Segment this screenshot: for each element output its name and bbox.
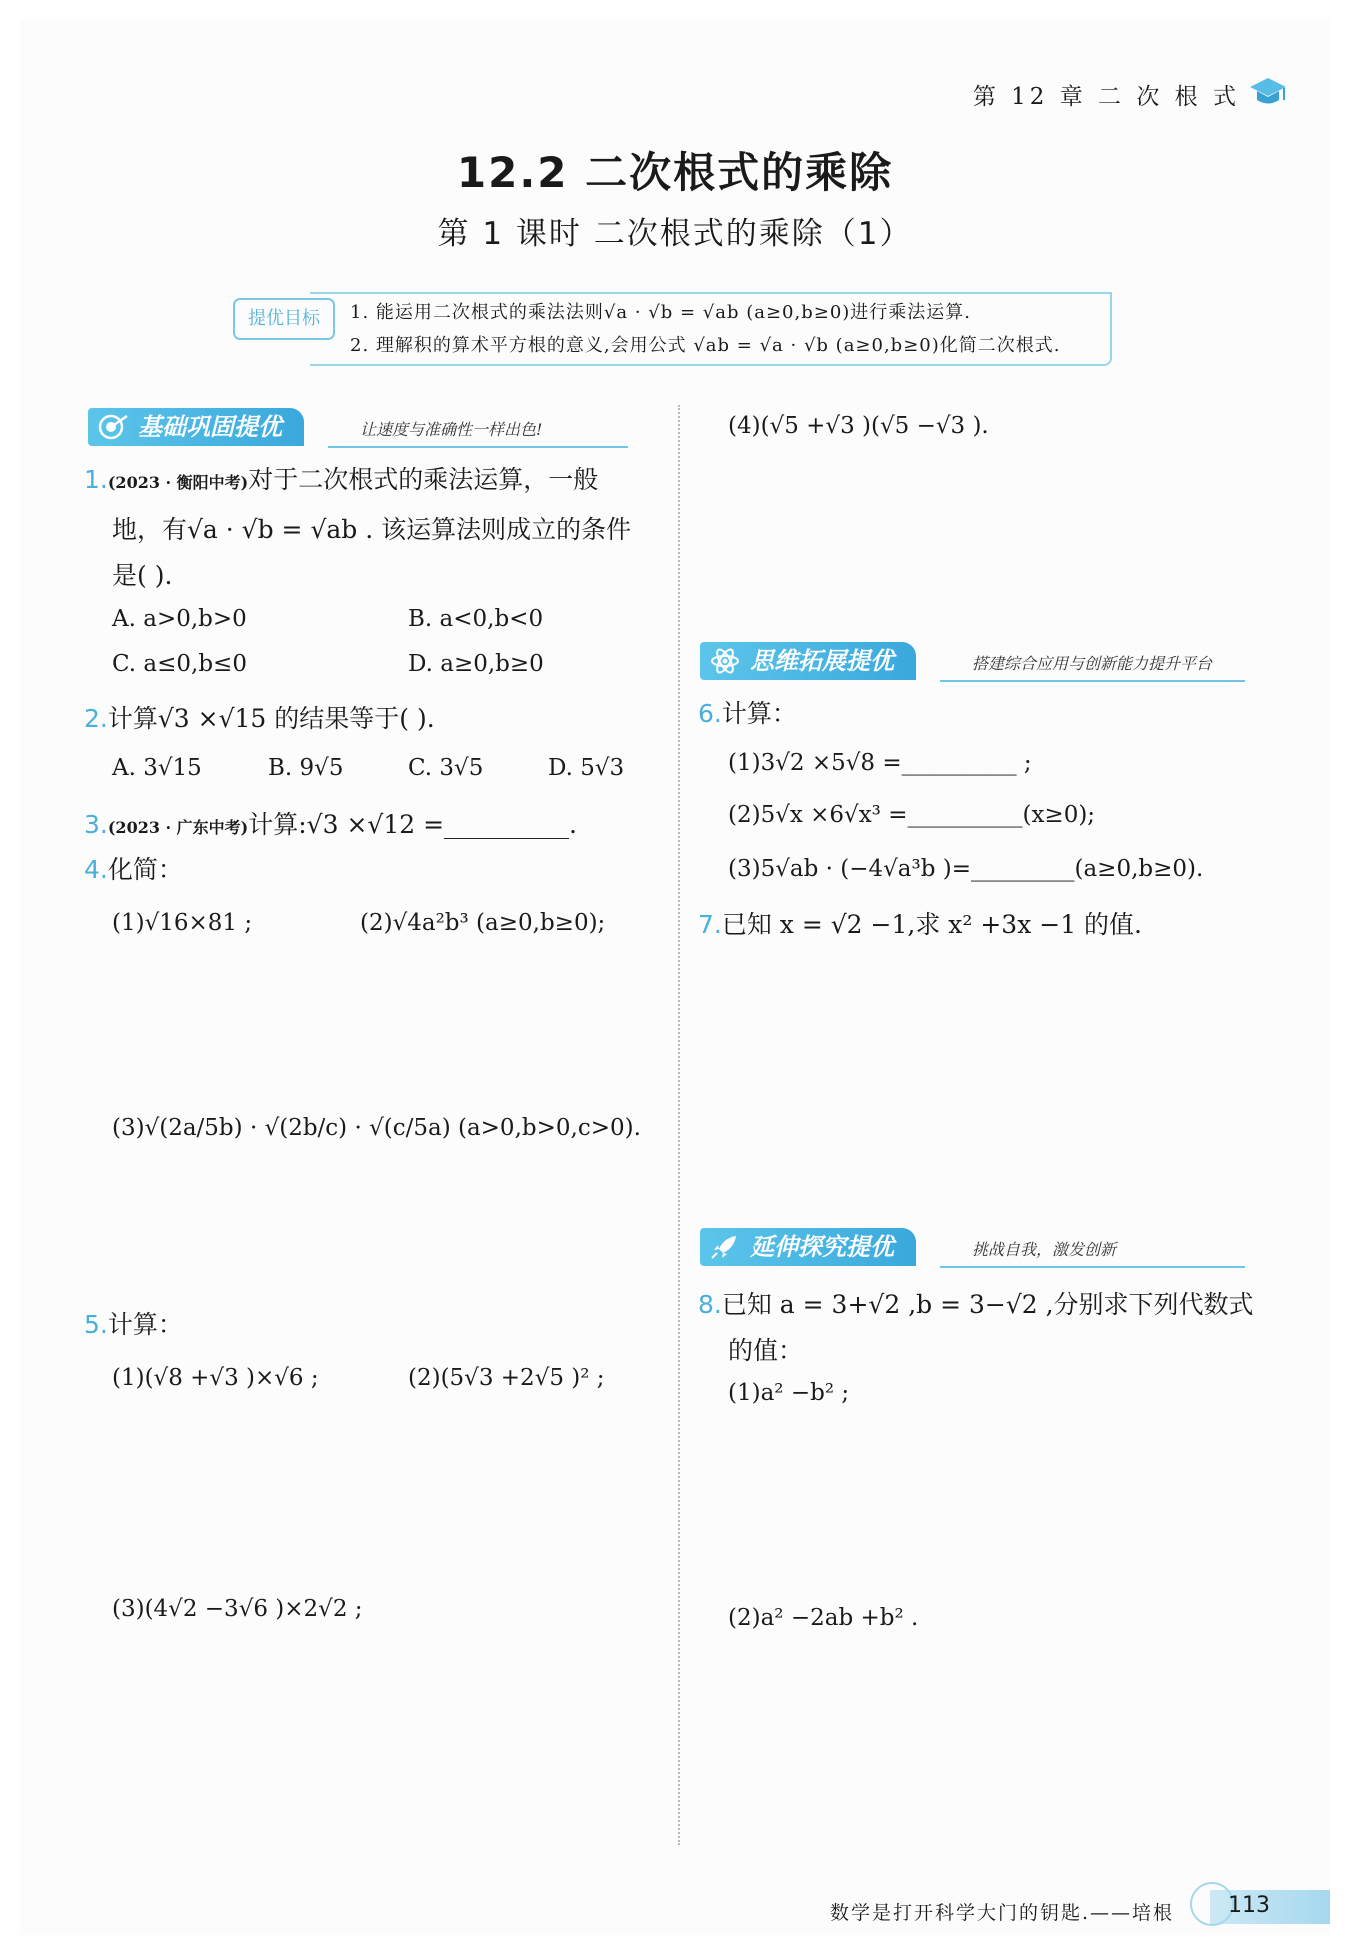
- section-title: 12.2 二次根式的乘除: [456, 148, 894, 197]
- question-source: (2023 · 衡阳中考): [107, 473, 249, 492]
- option-d: D. 5√3: [548, 755, 625, 781]
- section-underline: [328, 446, 628, 448]
- question-text: 的值：: [728, 1336, 804, 1365]
- section-underline: [940, 1266, 1245, 1268]
- page-number: 113: [1228, 1893, 1270, 1918]
- section-slogan: 让速度与准确性一样出色!: [360, 420, 543, 439]
- sub-question: (2)(5√3 +2√5 )² ;: [408, 1365, 605, 1391]
- section-underline: [940, 680, 1245, 682]
- sub-question: (2)√4a²b³ (a≥0,b≥0);: [360, 910, 606, 936]
- sub-question: (1)3√2 ×5√8 =__________ ;: [728, 750, 1032, 776]
- rocket-icon: [710, 1234, 740, 1260]
- question-number: 3.: [84, 810, 108, 839]
- question-text: 计算：: [107, 1310, 183, 1339]
- option-c: C. 3√5: [408, 755, 484, 781]
- goals-badge: 提优目标: [233, 298, 335, 340]
- option-a: A. a>0,b>0: [112, 606, 247, 632]
- question-2: [84, 702, 435, 736]
- atom-icon: [710, 648, 740, 674]
- section-slogan: 挑战自我，激发创新: [972, 1240, 1117, 1259]
- sub-question: (1)(√8 +√3 )×√6 ;: [112, 1365, 319, 1391]
- sub-question: (3)(4√2 −3√6 )×2√2 ;: [112, 1596, 363, 1622]
- graduation-cap-icon: [1248, 76, 1288, 110]
- question-text: 计算√3 ×√15 的结果等于( ).: [107, 704, 435, 733]
- column-divider: [678, 405, 680, 1845]
- option-a: A. 3√15: [112, 755, 202, 781]
- option-b: B. 9√5: [268, 755, 344, 781]
- section-title-basic: 基础巩固提优: [88, 408, 304, 446]
- chapter-label: 第 12 章 二 次 根 式: [972, 84, 1240, 110]
- question-number: 6.: [698, 699, 722, 728]
- question-number: 2.: [84, 704, 108, 733]
- question-text: 已知 a = 3+√2 ,b = 3−√2 ,分别求下列代数式: [721, 1290, 1254, 1319]
- option-c: C. a≤0,b≤0: [112, 651, 247, 677]
- question-number: 1.: [84, 465, 108, 494]
- question-number: 5.: [84, 1310, 108, 1339]
- question-text: 对于二次根式的乘法运算，一般: [248, 465, 599, 494]
- question-6: [698, 697, 797, 731]
- sub-question: (2)5√x ×6√x³ =__________(x≥0);: [728, 802, 1096, 828]
- question-number: 4.: [84, 855, 108, 884]
- question-text: 计算:√3 ×√12 =__________.: [248, 810, 577, 839]
- section-slogan: 搭建综合应用与创新能力提升平台: [972, 654, 1213, 673]
- section-title-extend: 延伸探究提优: [700, 1228, 916, 1266]
- sub-question: (4)(√5 +√3 )(√5 −√3 ).: [728, 413, 989, 439]
- lesson-subtitle: 第 1 课时 二次根式的乘除（1）: [437, 216, 913, 252]
- section-banner-basic: [88, 408, 628, 448]
- option-d: D. a≥0,b≥0: [408, 651, 544, 677]
- question-5: [84, 1308, 183, 1342]
- question-8: [698, 1288, 1254, 1322]
- question-7: [698, 908, 1142, 942]
- question-number: 8.: [698, 1290, 722, 1319]
- footer-quote: 数学是打开科学大门的钥匙.——培根: [830, 1902, 1175, 1924]
- question-4: [84, 853, 183, 887]
- question-text: 计算：: [721, 699, 797, 728]
- sub-question: (2)a² −2ab +b² .: [728, 1605, 919, 1631]
- section-banner-thinking: [700, 642, 1245, 682]
- goal-item: 2. 理解积的算术平方根的意义,会用公式 √ab = √a · √b (a≥0,b≥0)化简二次根式.: [350, 335, 1061, 356]
- question-text: 已知 x = √2 −1,求 x² +3x −1 的值.: [721, 910, 1142, 939]
- sub-question: (3)5√ab · (−4√a³b )=_________(a≥0,b≥0).: [728, 856, 1204, 882]
- option-b: B. a<0,b<0: [408, 606, 544, 632]
- question-text: 化简：: [107, 855, 183, 884]
- question-1: [84, 463, 598, 500]
- question-number: 7.: [698, 910, 722, 939]
- sub-question: (3)√(2a/5b) · √(2b/c) · √(c/5a) (a>0,b>0,c>0).: [112, 1115, 641, 1141]
- goal-item: 1. 能运用二次根式的乘法法则√a · √b = √ab (a≥0,b≥0)进行乘法运算.: [350, 302, 972, 323]
- sub-question: (1)√16×81 ;: [112, 910, 253, 936]
- question-text: 地，有√a · √b = √ab . 该运算法则成立的条件: [112, 515, 632, 544]
- section-title-thinking: 思维拓展提优: [700, 642, 916, 680]
- section-banner-extend: [700, 1228, 1245, 1268]
- question-source: (2023 · 广东中考): [107, 818, 249, 837]
- question-text: 是( ).: [112, 561, 173, 590]
- sub-question: (1)a² −b² ;: [728, 1380, 850, 1406]
- question-3: [84, 808, 577, 845]
- target-icon: [98, 414, 128, 440]
